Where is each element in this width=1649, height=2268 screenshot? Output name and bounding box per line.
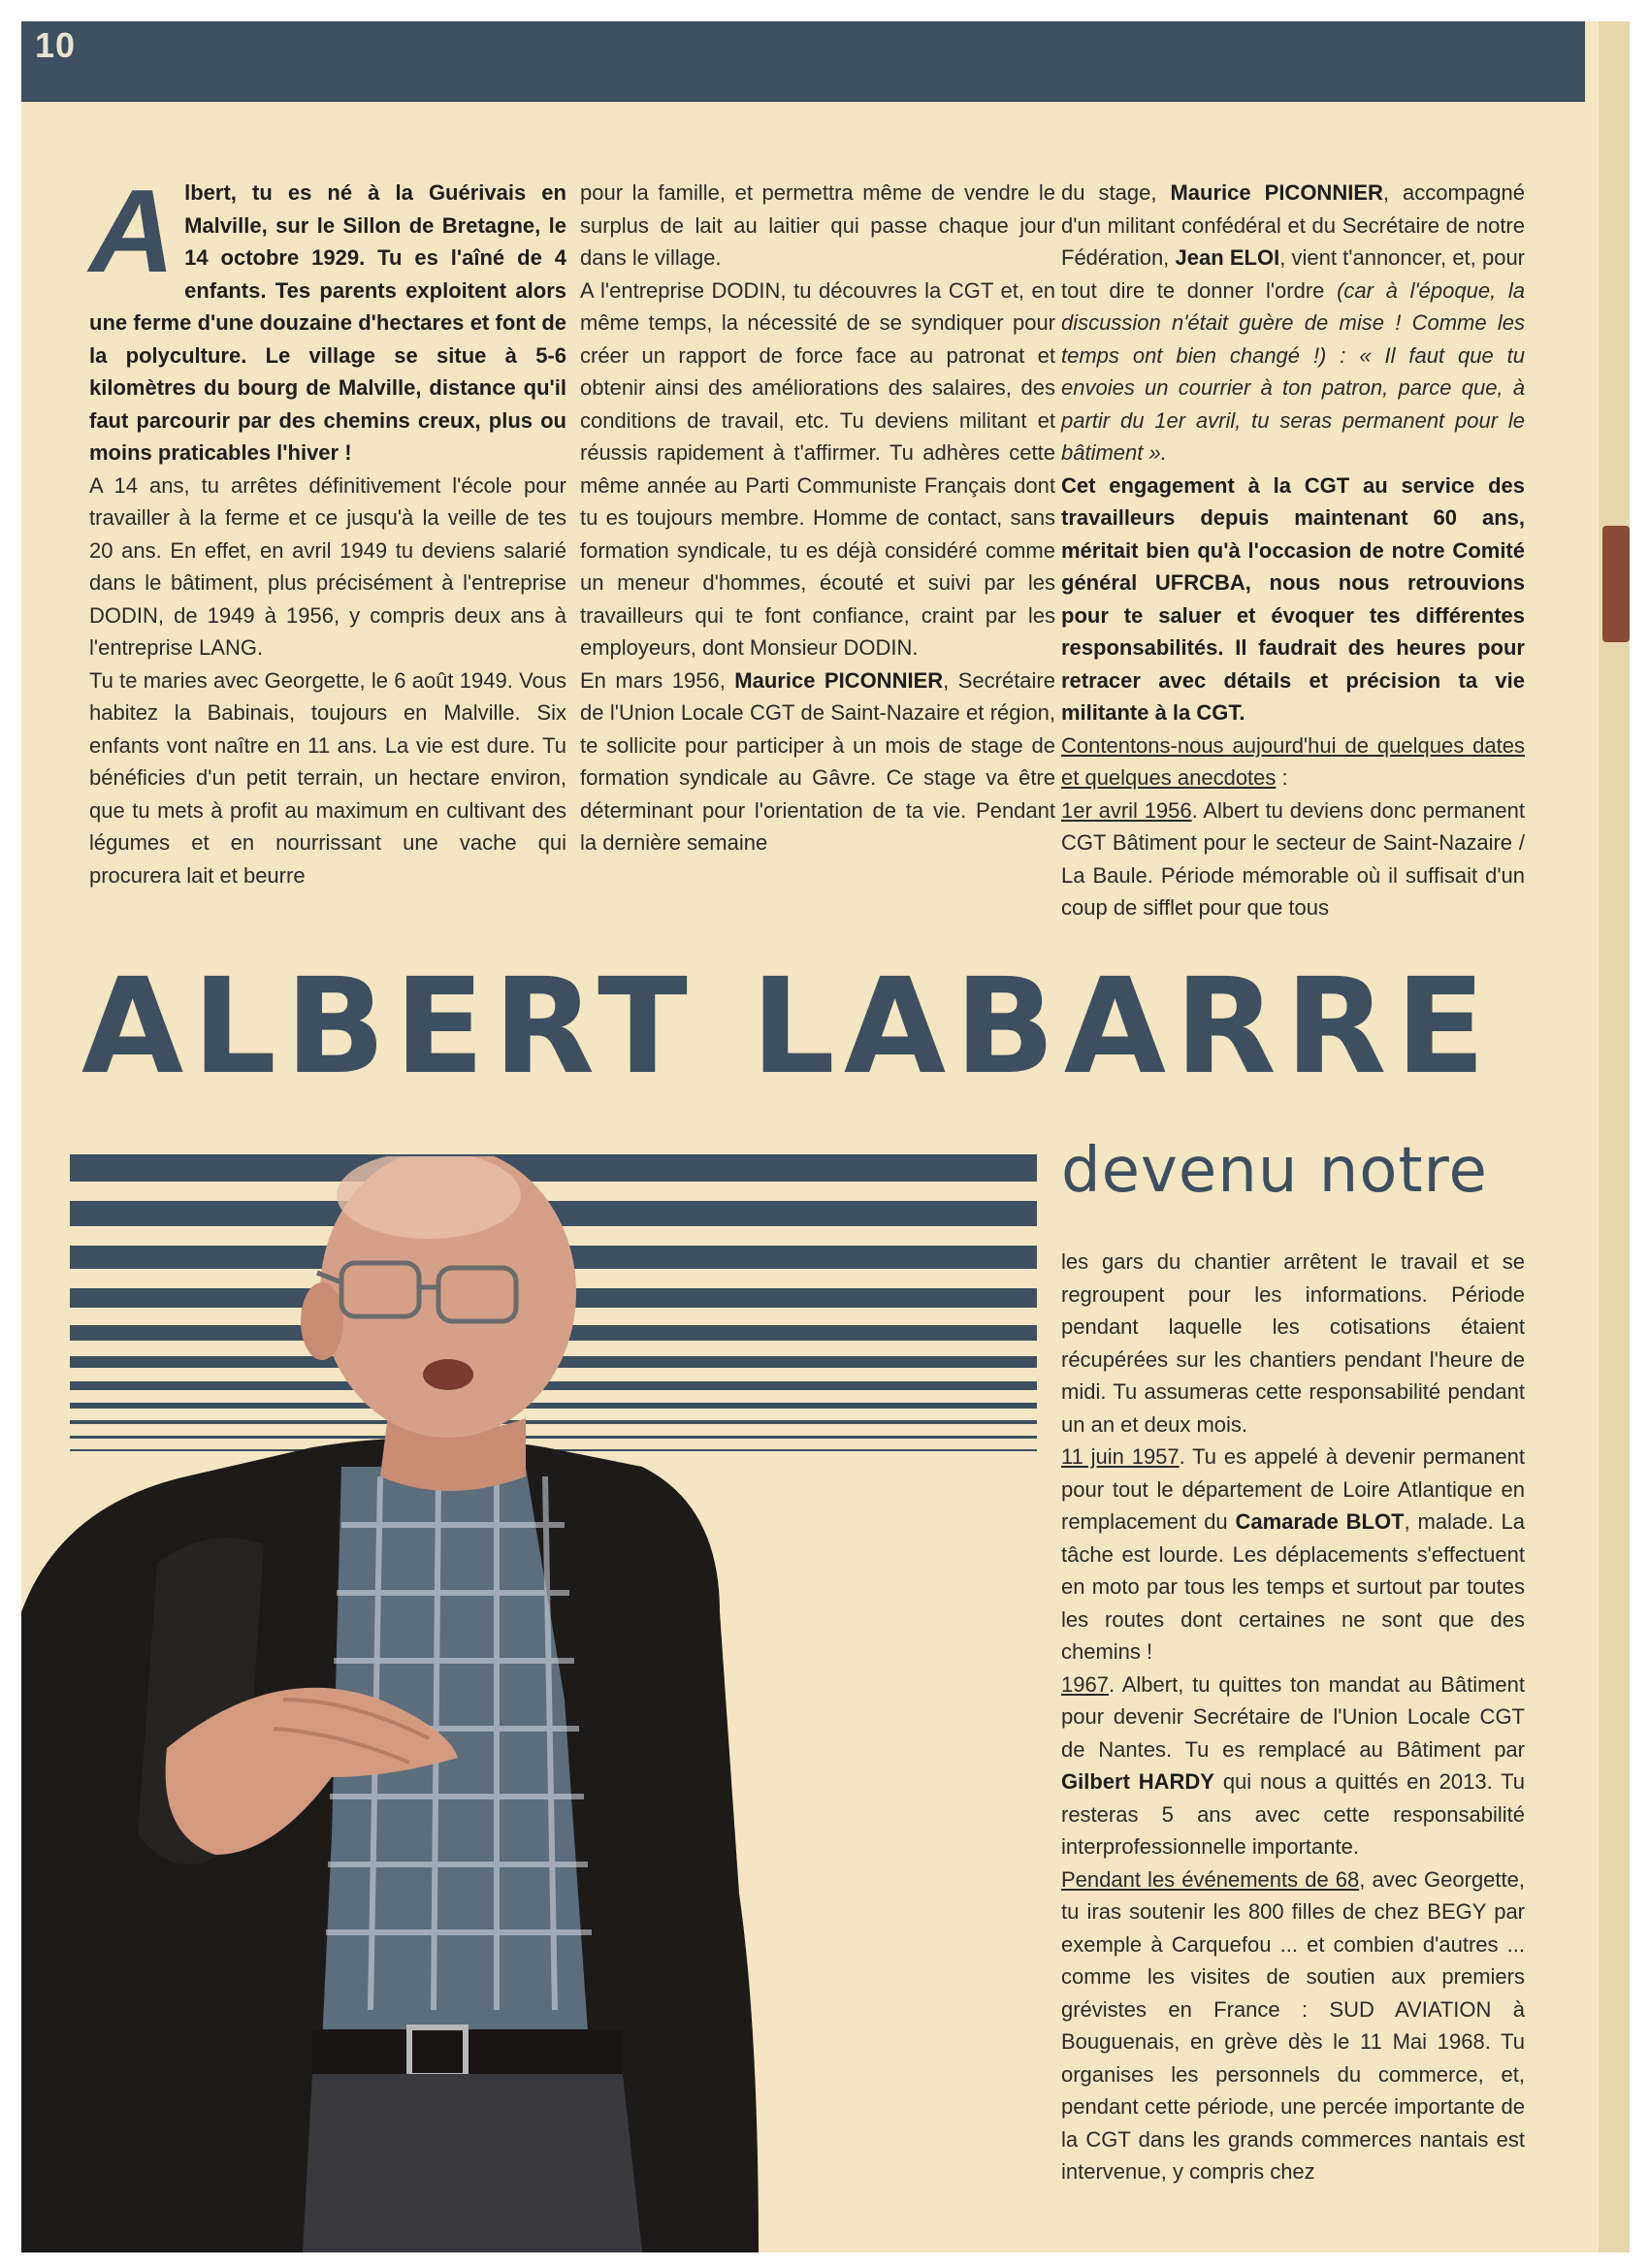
- ear: [301, 1282, 343, 1360]
- paragraph: A l'entreprise DODIN, tu découvres la CGT et, en même temps, la nécessité de se syndiquer pour créer un rapport de force face au patronat et obtenir ainsi des améliorations des salaires, des conditions de travail, etc. Tu deviens militant et réussis rapidement à t'affirmer. Tu adhères cette même année au Parti Communiste Français dont tu es toujours membre. Homme de contact, sans formation syndicale, tu es déjà considéré comme un meneur d'hommes, écouté et suivi par les travailleurs qui te font confiance, craint par les employeurs, dont Monsieur DODIN.: [580, 277, 1055, 660]
- paragraph: [1061, 1863, 1525, 2188]
- paragraph: [1061, 794, 1525, 924]
- paragraph: [1061, 177, 1525, 470]
- text-run: qui nous a quittés en 2013. Tu resteras 5 ans avec cette responsabilité interprofessionnelle importante.: [1061, 1769, 1525, 1859]
- paragraph: les gars du chantier arrêtent le travail et se regroupent pour les informations. Période pendant laquelle les cotisations étaient récupérées sur les chantiers pendant l'heure de midi. Tu assumeras cette responsabilité pendant un an et deux mois.: [1061, 1249, 1525, 1437]
- text-run: . Albert, tu quittes ton mandat au Bâtiment pour devenir Secrétaire de l'Union Locale CGT de Nantes. Tu es remplacé au Bâtiment par: [1061, 1671, 1525, 1762]
- trousers: [303, 2074, 642, 2252]
- text-run: , avec Georgette, tu iras soutenir les 800 filles de chez BEGY par exemple à Carquefou ... et combien d'autres ... comme les visites de soutien aux premiers grévistes en France : SUD AVIATION à Bouguenais, en grève dès le 11 Mai 1968. Tu organises les personnels du commerce, et, pendant cette période, une percée importante de la CGT dans les grands commerces nantais est intervenue, y compris chez: [1061, 1866, 1525, 2184]
- page-number: 10: [35, 25, 77, 65]
- header-bar: [21, 21, 1630, 102]
- paragraph: A 14 ans, tu arrêtes définitivement l'école pour travailler à la ferme et ce jusqu'à la veille de tes 20 ans. En effet, en avril 1949 tu deviens salarié dans le bâtiment, plus précisément à l'entreprise DODIN, de 1949 à 1956, y compris deux ans à l'entreprise LANG.: [89, 472, 566, 660]
- text-run: , Secrétaire de l'Union Locale CGT de Saint-Nazaire et région, te sollicite pour participer à un mois de stage de formation syndicale au Gâvre. Ce stage va être déterminant pour l'orientation de ta vie. Pendant la dernière semaine: [580, 667, 1055, 855]
- text-run: En mars 1956,: [580, 667, 735, 693]
- date: 1er avril 1956: [1061, 797, 1192, 823]
- paragraph: Tu te maries avec Georgette, le 6 août 1949. Vous habitez la Babinais, toujours en Malville. Six enfants vont naître en 11 ans. La vie est dure. Tu bénéficies d'un petit terrain, un hectare environ, que tu mets à profit au maximum en cultivant des légumes et en nourrissant une vache qui procurera lait et beurre: [89, 667, 566, 888]
- date: 11 juin 1957: [1061, 1444, 1180, 1469]
- person-name: Gilbert HARDY: [1061, 1769, 1214, 1794]
- text-run: , malade. La tâche est lourde. Les déplacements s'effectuent en moto par tous les temps et surtout par toutes les routes dont certaines ne sont que des chemins !: [1061, 1509, 1525, 1664]
- quote: (car à l'époque, la discussion n'était guère de mise ! Comme les temps ont bien changé !) : « Il faut que tu envoies un courrier à ton patron, parce que, à partir du 1er avril, tu seras permanent pour le bâtiment ».: [1061, 277, 1525, 465]
- text-run: du stage,: [1061, 180, 1171, 205]
- date: 1967: [1061, 1671, 1109, 1697]
- paragraph: [1061, 729, 1525, 794]
- page-edge: [1599, 21, 1630, 2252]
- text-run: . Tu es appelé à devenir permanent pour tout le département de Loire Atlantique en remplacement du: [1061, 1444, 1525, 1534]
- highlight-paragraph: Cet engagement à la CGT au service des travailleurs depuis maintenant 60 ans, méritait bien qu'à l'occasion de notre Comité général UFRCBA, nous nous retrouvions pour te saluer et évoquer tes différentes responsabilités. Il faudrait des heures pour retracer avec détails et précision ta vie militante à la CGT.: [1061, 472, 1525, 725]
- mouth: [423, 1359, 473, 1390]
- lead-text: lbert, tu es né à la Guérivais en Malville, sur le Sillon de Bretagne, le 14 octobre 1929. Tu es l'aîné de 4 enfants. Tes parents exploitent alors une ferme d'une douzaine d'hectares et font de la polyculture. Le village se situe à 5-6 kilomètres du bourg de Malville, distance qu'il faut parcourir par des chemins creux, plus ou moins praticables l'hiver !: [89, 180, 566, 465]
- text-run: :: [1276, 765, 1288, 790]
- person-name: Maurice PICONNIER: [1170, 180, 1383, 205]
- paragraph: [1061, 1669, 1525, 1863]
- text-run: . Albert tu deviens donc permanent CGT Bâtiment pour le secteur de Saint-Nazaire / La Baule. Période mémorable où il suffisait d'un coup de sifflet pour que tous: [1061, 797, 1525, 920]
- text-run: , accompagné d'un militant confédéral et du Secrétaire de notre Fédération,: [1061, 180, 1525, 270]
- paragraph: [580, 664, 1055, 859]
- article-subtitle: devenu notre: [1061, 1135, 1488, 1207]
- underlined-text: Contentons-nous aujourd'hui de quelques dates et quelques anecdotes: [1061, 732, 1525, 790]
- person-name: Camarade BLOT: [1235, 1509, 1405, 1534]
- drop-cap: A: [89, 165, 176, 297]
- underlined-text: Pendant les événements de 68: [1061, 1866, 1360, 1892]
- article-title: ALBERT LABARRE: [81, 951, 1495, 1104]
- portrait-photo: [21, 1156, 1050, 2252]
- paragraph: pour la famille, et permettra même de vendre le surplus de lait au laitier qui passe chaque jour dans le village.: [580, 180, 1055, 270]
- person-name: Jean ELOI: [1175, 245, 1280, 270]
- edge-object: [1602, 526, 1630, 642]
- article-column-1: [89, 165, 566, 891]
- lead-paragraph: [89, 165, 566, 470]
- article-column-3: [1061, 177, 1525, 924]
- paragraph: [1061, 1441, 1525, 1669]
- text-run: , vient t'annoncer, et, pour tout dire te donner l'ordre: [1061, 245, 1526, 303]
- person-name: Maurice PICONNIER: [734, 667, 944, 693]
- article-column-4: [1061, 1246, 1525, 2188]
- article-column-2: [580, 177, 1055, 859]
- magazine-page: [21, 21, 1630, 2252]
